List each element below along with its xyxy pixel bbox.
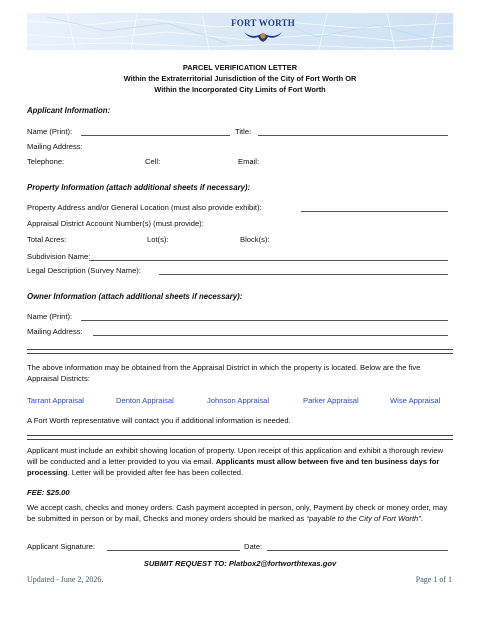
processing-time-text: Applicants must allow between five and ten business days for processing: [27, 457, 440, 478]
owner-name-field[interactable]: [81, 320, 448, 321]
applicant-contact-row: [27, 157, 448, 167]
owner-heading: Owner Information (attach additional sheets if necessary):: [27, 292, 243, 301]
blocks-label: Block(s):: [240, 235, 270, 244]
subdivision-label: Subdivision Name:: [27, 252, 91, 261]
account-number-label: Appraisal District Account Number(s) (must provide):: [27, 219, 204, 228]
page-title: PARCEL VERIFICATION LETTER: [182, 63, 298, 72]
fee-collection-text: . Letter will be provided after fee has been collected.: [67, 468, 244, 478]
telephone-label: Telephone:: [27, 157, 65, 166]
denton-appraisal-link[interactable]: Denton Appraisal: [116, 396, 174, 405]
owner-mailing-label: Mailing Address:: [27, 327, 83, 336]
owner-mailing-field[interactable]: [93, 335, 448, 336]
property-heading: Property Information (attach additional sheets if necessary):: [27, 183, 251, 192]
email-label: Email:: [238, 157, 260, 166]
total-acres-label: Total Acres:: [27, 235, 67, 244]
signature-field[interactable]: [107, 550, 240, 551]
fort-worth-logo: [223, 18, 303, 46]
appraisal-links: [27, 396, 448, 406]
lots-label: Lot(s):: [147, 235, 169, 244]
updated-date: Updated - June 2, 2026.: [27, 575, 104, 584]
applicant-heading: Applicant Information:: [27, 106, 111, 115]
acreage-row: [27, 235, 448, 245]
appraisal-intro: The above information may be obtained from the Appraisal District in which the property is located. Below are the five Appraisal Districts:: [27, 363, 421, 384]
property-address-row: [27, 203, 448, 213]
header-banner: [27, 13, 453, 50]
payable-to-text: “payable to the City of Fort Worth”: [306, 514, 421, 524]
exhibit-text: Applicant must include an exhibit showing location of property. Upon receipt of this application and exhibit a thorough review will be conducted and a letter provided to you via email.: [27, 446, 444, 467]
payment-paragraph: [27, 502, 452, 524]
section-divider: [27, 349, 453, 354]
applicant-title-label: Title:: [235, 127, 252, 136]
wise-appraisal-link[interactable]: Wise Appraisal: [390, 396, 441, 405]
signature-row: [27, 542, 448, 552]
fee-amount: FEE: $25.00: [27, 488, 70, 497]
tarrant-appraisal-link[interactable]: Tarrant Appraisal: [27, 396, 84, 405]
cell-label: Cell:: [145, 157, 161, 166]
applicant-name-row: [27, 127, 448, 137]
payment-text-end: .: [420, 514, 423, 524]
longhorn-icon: [243, 29, 283, 43]
applicant-title-field[interactable]: [258, 135, 448, 136]
subdivision-field[interactable]: [89, 260, 448, 261]
legal-description-row: [27, 266, 448, 276]
parker-appraisal-link[interactable]: Parker Appraisal: [303, 396, 359, 405]
contact-note: A Fort Worth representative will contact you if additional information is needed.: [27, 416, 291, 425]
title-subline-1: Within the Extraterritorial Jurisdiction of the City of Fort Worth OR: [123, 74, 357, 83]
page-number: Page 1 of 1: [415, 575, 452, 584]
logo-text: FORT WORTH: [231, 18, 295, 28]
signature-label: Applicant Signature:: [27, 542, 95, 551]
payment-text: We accept cash, checks and money orders. Cash payment accepted in person, only, Payment by check or money order, may be submitted in person or by mail, Checks and money orders should be marked as: [27, 503, 448, 524]
exhibit-paragraph: [27, 445, 452, 479]
owner-mailing-row: [27, 327, 448, 337]
date-label: Date:: [244, 542, 263, 551]
legal-description-label: Legal Description (Survey Name):: [27, 266, 141, 275]
property-address-label: Property Address and/or General Location (must also provide exhibit):: [27, 203, 262, 212]
owner-name-label: Name (Print):: [27, 312, 73, 321]
submit-instructions: SUBMIT REQUEST TO: Platbox2@fortworthtexas.gov: [143, 559, 337, 568]
owner-name-row: [27, 312, 448, 322]
section-divider-2: [27, 435, 453, 440]
applicant-name-field[interactable]: [81, 135, 230, 136]
account-number-row: [27, 219, 448, 229]
legal-description-field[interactable]: [159, 274, 448, 275]
applicant-mailing-label: Mailing Address:: [27, 142, 83, 151]
johnson-appraisal-link[interactable]: Johnson Appraisal: [207, 396, 270, 405]
title-subline-2: Within the Incorporated City Limits of Fort Worth: [154, 85, 326, 94]
subdivision-row: [27, 252, 448, 262]
property-address-field[interactable]: [301, 211, 448, 212]
applicant-mailing-row: [27, 142, 448, 152]
date-field[interactable]: [267, 550, 448, 551]
applicant-name-label: Name (Print):: [27, 127, 73, 136]
